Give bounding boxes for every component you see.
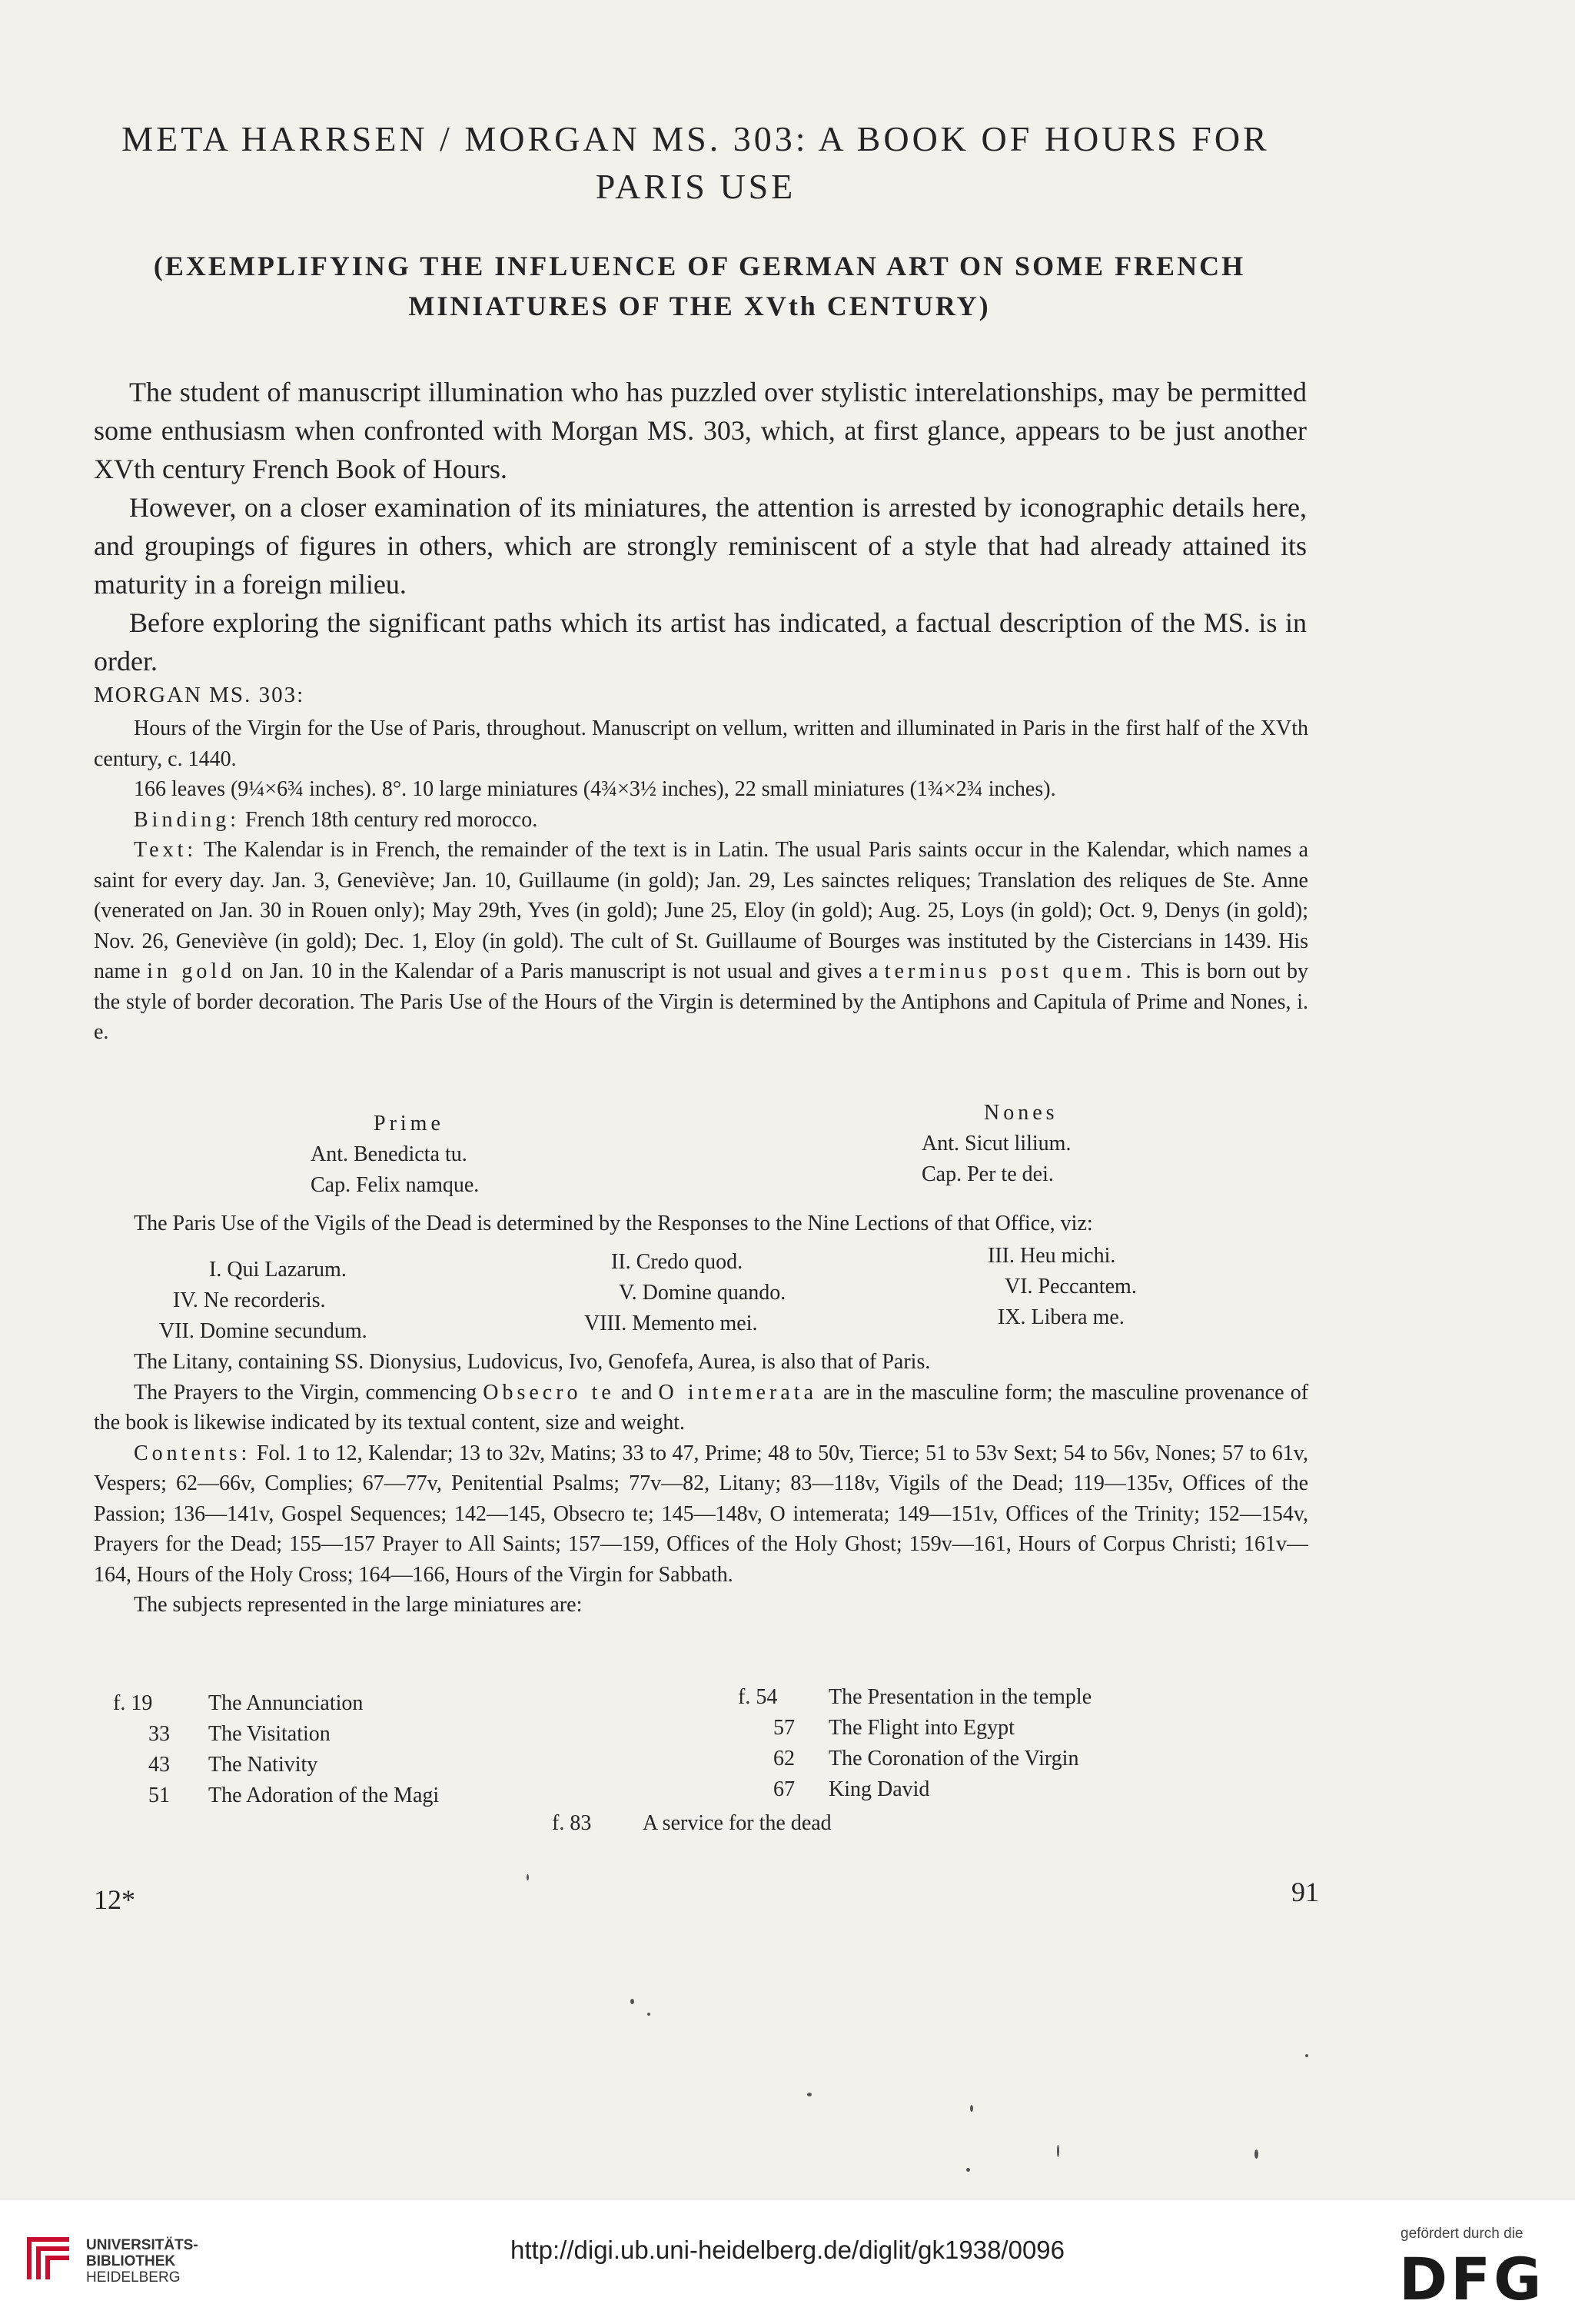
page-number: 91 — [1291, 1877, 1319, 1907]
lection: II. Credo quod. — [611, 1250, 743, 1274]
folio: 57 — [773, 1716, 795, 1740]
intro-paragraph-3: Before exploring the significant paths which its artist has indicated, a factual description of the MS. is in order. — [94, 607, 1307, 677]
text-in-gold: in gold — [147, 959, 236, 983]
prime-antiphon: Ant. Benedicta tu. — [311, 1142, 467, 1166]
text-label: Text: — [134, 838, 198, 862]
ms-description — [94, 713, 1308, 1048]
lection: I. Qui Lazarum. — [209, 1258, 347, 1282]
lection: VI. Peccantem. — [1005, 1275, 1137, 1298]
miniature-entry — [738, 1744, 1092, 1774]
lection: IX. Libera me. — [998, 1305, 1125, 1329]
lection: VII. Domine secundum. — [159, 1319, 367, 1343]
subject: The Presentation in the temple — [829, 1685, 1092, 1709]
miniature-entry-last — [552, 1808, 832, 1839]
subject: The Annunciation — [208, 1691, 364, 1715]
lection: III. Heu michi. — [988, 1244, 1116, 1268]
folio: 33 — [148, 1722, 170, 1746]
nones-capitulum: Cap. Per te dei. — [922, 1162, 1054, 1186]
miniature-entry — [113, 1688, 439, 1719]
contents-label: Contents: — [134, 1441, 251, 1465]
folio: 62 — [773, 1747, 795, 1770]
folio: f. 83 — [552, 1811, 592, 1835]
miniature-entry — [738, 1774, 1092, 1805]
binding-text: French 18th century red morocco. — [245, 807, 538, 832]
lection: IV. Ne recorderis. — [173, 1288, 326, 1312]
signature-mark: 12* — [94, 1884, 135, 1915]
library-name-line: BIBLIOTHEK — [86, 2253, 176, 2269]
lection: V. Domine quando. — [619, 1281, 786, 1305]
prayers-intemerata: O intemerata — [658, 1380, 818, 1405]
folio: 67 — [773, 1777, 795, 1801]
intro-paragraph-1: The student of manuscript illumination who has puzzled over stylistic interelationships, may be permitted some enthusiasm when confronted with Morgan MS. 303, which, at first glance, appears to be just another XVth century French Book of Hours. — [94, 377, 1307, 484]
prayers-part-a: The Prayers to the Virgin, commencing — [134, 1380, 477, 1405]
miniature-entry — [113, 1750, 439, 1780]
scan-speck — [1057, 2145, 1059, 2157]
text-part-a: The Kalendar is in French, the remainder of the text is in Latin. The usual Paris saints occur in the Kalendar, which names a saint for every day. Jan. 3, Geneviève; Jan. 10, Guillaume (in gold); Jan. 29, Les sainctes reliques; Translation des reliques de Ste. Anne (venerated on Jan. 30 in Rouen only); May 29th, Yves (in gold); June 25, Eloy (in gold); Aug. 25, Loys (in gold); Oct. 9, Denys (in gold); Nov. 26, Geneviève (in gold); Dec. 1, Eloy (in gold). The cult of St. Guillaume of Bourges was instituted by the Cistercians in 1439. His name — [94, 838, 1308, 983]
vigils-paragraph — [94, 1209, 1308, 1239]
scan-speck — [970, 2105, 973, 2112]
subject: A service for the dead — [643, 1811, 832, 1835]
dfg-logo: DFG — [1399, 2245, 1545, 2313]
text-terminus: terminus post quem. — [884, 959, 1135, 983]
prayers-obsecro: Obsecro te — [483, 1380, 615, 1405]
prime-capitulum: Cap. Felix namque. — [311, 1173, 480, 1197]
scan-speck — [527, 1874, 529, 1880]
prayers-text — [94, 1378, 1308, 1438]
prayers-and: and — [620, 1380, 653, 1405]
subject: The Flight into Egypt — [829, 1716, 1015, 1740]
scan-speck — [630, 1999, 634, 2004]
permalink-url[interactable]: http://digi.ub.uni-heidelberg.de/diglit/gk1938/0096 — [510, 2236, 1065, 2264]
miniature-entry — [738, 1682, 1092, 1713]
lection: VIII. Memento mei. — [584, 1312, 758, 1335]
miniatures-right-column — [738, 1682, 1092, 1805]
text-part-c: This is born out by the style of border decoration. The Paris Use of the Hours of the Virgin is determined by the Antiphons and Capitula of Prime and Nones, i. e. — [94, 959, 1309, 1044]
folio: 43 — [148, 1753, 170, 1777]
scan-speck — [647, 2013, 650, 2016]
binding-description — [94, 805, 1308, 836]
article-title: META HARRSEN / MORGAN MS. 303: A BOOK OF HOURS FOR PARIS USE — [121, 119, 1270, 206]
library-name-line: UNIVERSITÄTS- — [86, 2237, 198, 2253]
folio: 51 — [148, 1784, 170, 1807]
text-part-b: on Jan. 10 in the Kalendar of a Paris manuscript is not usual and gives a — [241, 959, 879, 983]
text-description — [94, 835, 1308, 1048]
article-subtitle: (EXEMPLIFYING THE INFLUENCE OF GERMAN ART ON SOME FRENCH MINIATURES OF THE XVth CENTURY) — [153, 251, 1246, 321]
binding-label: Binding: — [134, 807, 241, 832]
scan-speck — [1254, 2149, 1258, 2159]
prayers-part-b: are in the masculine form; the masculine provenance of the book is likewise indicated by its textual content, size and weight. — [94, 1380, 1309, 1435]
vigils-text: The Paris Use of the Vigils of the Dead is determined by the Responses to the Nine Lections of that Office, viz: — [134, 1212, 1093, 1235]
scan-speck — [966, 2168, 970, 2172]
contents-text — [94, 1438, 1308, 1591]
intro-paragraph-2: However, on a closer examination of its miniatures, the attention is arrested by iconographic details here, and groupings of figures in others, which are strongly reminiscent of a style that had already attained its maturity in a foreign milieu. — [94, 492, 1307, 600]
subject: King David — [829, 1777, 930, 1801]
library-name-line: HEIDELBERG — [86, 2269, 181, 2286]
miniatures-left-column — [113, 1688, 439, 1811]
folio: f. 19 — [113, 1691, 153, 1715]
subject: The Nativity — [208, 1753, 318, 1777]
intro-text — [94, 373, 1307, 680]
nones-heading: Nones — [984, 1101, 1058, 1125]
scan-speck — [807, 2093, 812, 2096]
folio: f. 54 — [738, 1685, 778, 1709]
funded-by-label: gefördert durch die — [1401, 2226, 1523, 2242]
subject: The Visitation — [208, 1722, 331, 1746]
leaves-description: 166 leaves (9¼×6¾ inches). 8°. 10 large miniatures (4¾×3½ inches), 22 small miniatures (1¾×2¾ inches). — [134, 777, 1056, 801]
litany-text: The Litany, containing SS. Dionysius, Ludovicus, Ivo, Genofefa, Aurea, is also that of Paris. — [134, 1350, 931, 1374]
litany-and-contents — [94, 1347, 1308, 1621]
miniature-entry — [738, 1713, 1092, 1744]
subjects-intro: The subjects represented in the large miniatures are: — [134, 1593, 583, 1617]
prime-heading: Prime — [374, 1112, 444, 1135]
subject: The Coronation of the Virgin — [829, 1747, 1079, 1770]
nones-antiphon: Ant. Sicut lilium. — [922, 1132, 1072, 1155]
contents-list: Fol. 1 to 12, Kalendar; 13 to 32v, Matins; 33 to 47, Prime; 48 to 50v, Tierce; 51 to 53v Sext; 54 to 56v, Nones; 57 to 61v, Vespers; 62—66v, Complies; 67—77v, Penitential Psalms; 77v—82, Litany; 83—118v, Vigils of the Dead; 119—135v, Offices of the Passion; 136—141v, Gospel Sequences; 142—145, Obsecro te; 145—148v, O intemerata; 149—151v, Offices of the Trinity; 152—154v, Prayers for the Dead; 155—157 Prayer to All Saints; 157—159, Offices of the Holy Ghost; 159v—161, Hours of Corpus Christi; 161v—164, Hours of the Holy Cross; 164—166, Hours of the Virgin for Sabbath. — [94, 1441, 1308, 1587]
ms-heading: MORGAN MS. 303: — [94, 683, 305, 707]
miniature-entry — [113, 1719, 439, 1750]
hours-description: Hours of the Virgin for the Use of Paris, throughout. Manuscript on vellum, written and illuminated in Paris in the first half of the XVth century, c. 1440. — [94, 716, 1308, 771]
subject: The Adoration of the Magi — [208, 1784, 440, 1807]
miniature-entry — [113, 1780, 439, 1811]
scan-speck — [1305, 2054, 1308, 2057]
